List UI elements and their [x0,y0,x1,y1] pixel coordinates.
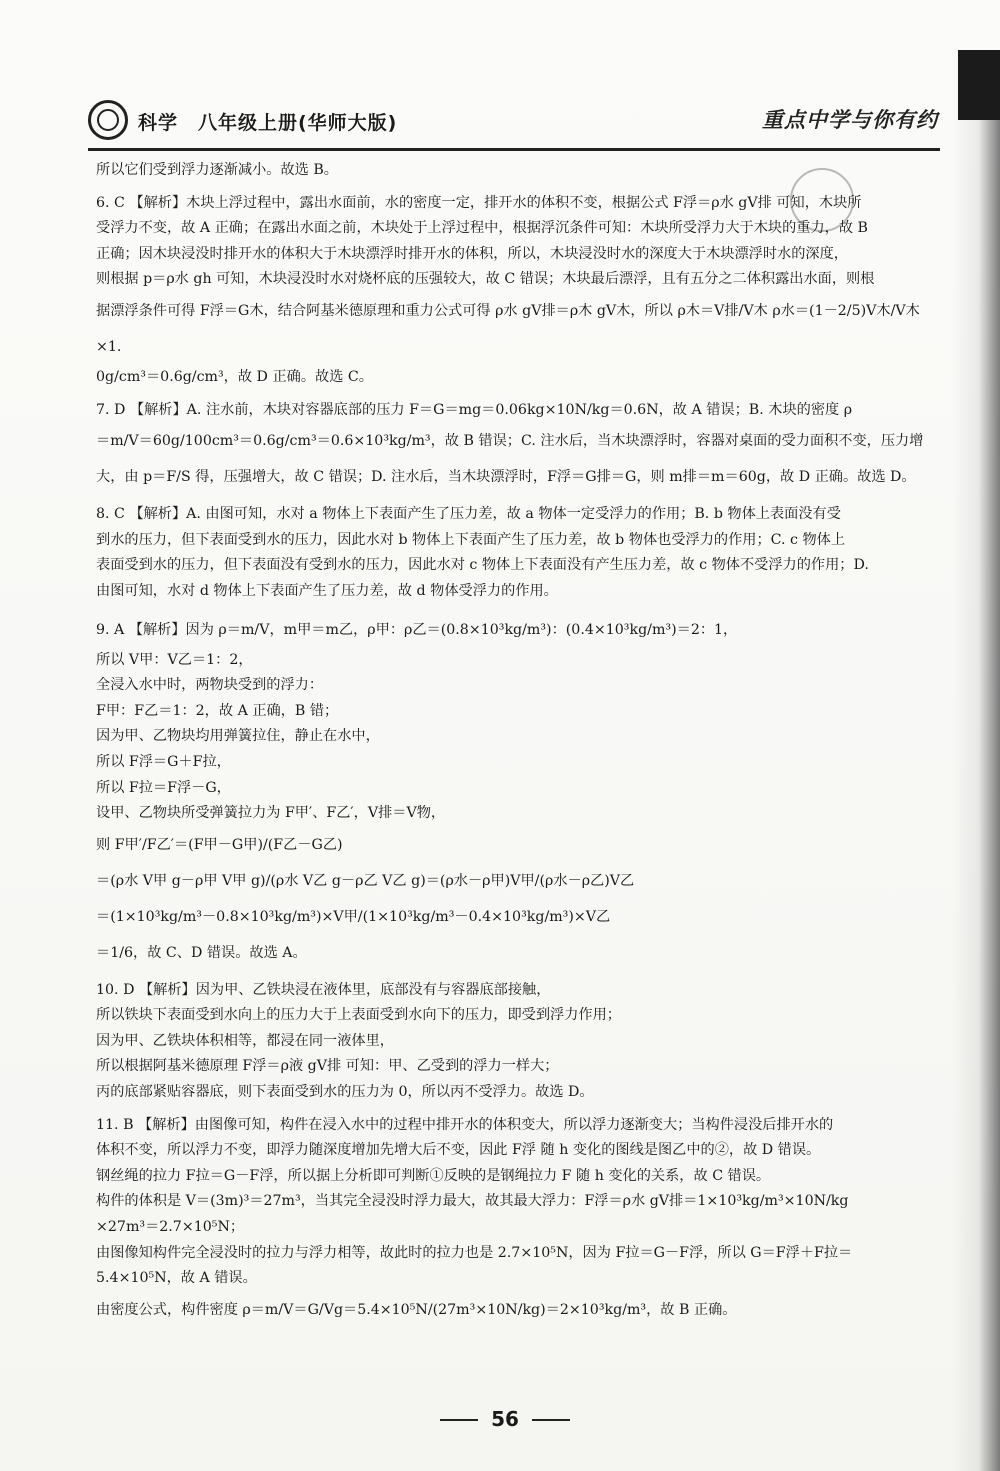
text-line: ＝m/V＝60g/100cm³＝0.6g/cm³＝0.6×10³kg/m³，故 B 错误；C. 注水后，当木块漂浮时，容器对桌面的受力面积不变，压力增 [96,433,924,450]
page-header [88,96,938,148]
text-line: ＝1/6，故 C、D 错误。故选 A。 [96,944,307,961]
text-line: 受浮力不变，故 A 正确；在露出水面之前，木块处于上浮过程中，根据浮沉条件可知：木块所受浮力大于木块的重力，故 B [96,220,868,237]
text-line: F甲：F乙＝1：2，故 A 正确，B 错； [96,702,339,719]
text-line: 由图像知构件完全浸没时的拉力与浮力相等，故此时的拉力也是 2.7×10⁵N，因为 F拉＝G－F浮，所以 G＝F浮＋F拉＝ [96,1244,853,1261]
text-line: 丙的底部紧贴容器底，则下表面受到水的压力为 0，所以丙不受浮力。故选 D。 [96,1084,594,1101]
text-line: 体积不变，所以浮力不变，即浮力随深度增加先增大后不变，因此 F浮 随 h 变化的图线是图乙中的②，故 D 错误。 [96,1142,821,1159]
text-line: 钢丝绳的拉力 F拉＝G－F浮，所以据上分析即可判断①反映的是钢绳拉力 F 随 h 变化的关系，故 C 错误。 [96,1167,771,1184]
text-line: ×27m³＝2.7×10⁵N； [96,1219,245,1236]
text-line: 8. C 【解析】A. 由图可知，水对 a 物体上下表面产生了压力差，故 a 物体一定受浮力的作用；B. b 物体上表面没有受 [96,506,841,523]
text-line: 则根据 p＝ρ水 gh 可知，木块浸没时水对烧杯底的压强较大，故 C 错误；木块最后漂浮，且有五分之二体积露出水面，则根 [96,271,875,288]
text-line: 所以 F拉＝F浮－G， [96,779,231,796]
text-line: ＝(1×10³kg/m³－0.8×10³kg/m³)×V甲/(1×10³kg/m³－0.4×10³kg/m³)×V乙 [96,908,611,925]
text-line: 因为甲、乙物块均用弹簧拉住，静止在水中， [96,728,380,745]
text-line: 正确；因木块浸没时排开水的体积大于木块漂浮时排开水的体积，所以，木块浸没时水的深度大于木块漂浮时水的深度， [96,245,848,262]
scan-shadow [952,50,1000,1471]
text-line: 则 F甲′/F乙′＝(F甲－G甲)/(F乙－G乙) [96,836,343,853]
text-line: 由图可知，水对 d 物体上下表面产生了压力差，故 d 物体受浮力的作用。 [96,582,558,599]
text-line: 7. D 【解析】A. 注水前，木块对容器底部的压力 F＝G＝mg＝0.06kg×10N/kg＝0.6N，故 A 错误；B. 木块的密度 ρ [96,401,853,418]
text-line: 9. A 【解析】因为 ρ＝m/V，m甲＝m乙，ρ甲：ρ乙＝(0.8×10³kg/m³)：(0.4×10³kg/m³)＝2：1， [96,621,738,638]
book-logo-icon [88,100,128,140]
text-line: 5.4×10⁵N，故 A 错误。 [96,1270,257,1287]
text-line: 大，由 p＝F/S 得，压强增大，故 C 错误；D. 注水后，当木块漂浮时，F浮＝G排＝G，则 m排＝m＝60g，故 D 正确。故选 D。 [96,469,916,486]
text-line: 所以它们受到浮力逐渐减小。故选 B。 [96,162,338,178]
text-line: 到水的压力，但下表面受到水的压力，因此水对 b 物体上下表面产生了压力差，故 b 物体也受浮力的作用；C. c 物体上 [96,531,846,548]
text-line: 6. C 【解析】木块上浮过程中，露出水面前，水的密度一定，排开水的体积不变，根据公式 F浮＝ρ水 gV排 可知，木块所 [96,194,862,211]
page-number: 56 [491,1407,519,1431]
text-line: ＝(ρ水 V甲 g－ρ甲 V甲 g)/(ρ水 V乙 g－ρ乙 V乙 g)＝(ρ水－ρ甲)V甲/(ρ水－ρ乙)V乙 [96,872,635,889]
text-line: 设甲、乙物块所受弹簧拉力为 F甲′、F乙′，V排＝V物， [96,805,446,822]
text-line: 因为甲、乙铁块体积相等，都浸在同一液体里， [96,1032,394,1049]
text-line: 所以 F浮＝G＋F拉， [96,753,231,770]
text-line: 由密度公式，构件密度 ρ＝m/V＝G/Vg＝5.4×10⁵N/(27m³×10N/kg)＝2×10³kg/m³，故 B 正确。 [96,1301,737,1318]
text-line: 构件的体积是 V＝(3m)³＝27m³，当其完全浸没时浮力最大，故其最大浮力：F浮＝ρ水 gV排＝1×10³kg/m³×10N/kg [96,1193,849,1210]
brand-logo: 重点中学与你有约 [762,108,938,132]
text-line: 据漂浮条件可得 F浮＝G木，结合阿基米德原理和重力公式可得 ρ水 gV排＝ρ木 gV木，所以 ρ木＝V排/V木 ρ水＝(1－2/5)V木/V木 ×1. [96,302,920,355]
book-title: 科学 八年级上册(华师大版) [138,112,398,134]
text-line: 0g/cm³＝0.6g/cm³，故 D 正确。故选 C。 [96,368,373,385]
answer-content [96,158,936,1328]
text-line: 所以 V甲：V乙＝1：2， [96,651,253,668]
text-line: 表面受到水的压力，但下表面没有受到水的压力，因此水对 c 物体上下表面没有产生压力差，故 c 物体不受浮力的作用；D. [96,557,869,574]
header-rule [88,148,940,151]
page-footer [440,1405,570,1435]
text-line: 全浸入水中时，两物块受到的浮力： [96,677,324,694]
scan-edge-strip [958,50,1000,120]
text-line: 所以铁块下表面受到水向上的压力大于上表面受到水向下的压力，即受到浮力作用； [96,1007,621,1024]
text-line: 所以根据阿基米德原理 F浮＝ρ液 gV排 可知：甲、乙受到的浮力一样大； [96,1058,559,1075]
text-line: 10. D 【解析】因为甲、乙铁块浸在液体里，底部没有与容器底部接触， [96,981,551,998]
text-line: 11. B 【解析】由图像可知，构件在浸入水中的过程中排开水的体积变大，所以浮力逐渐变大；当构件浸没后排开水的 [96,1116,834,1133]
